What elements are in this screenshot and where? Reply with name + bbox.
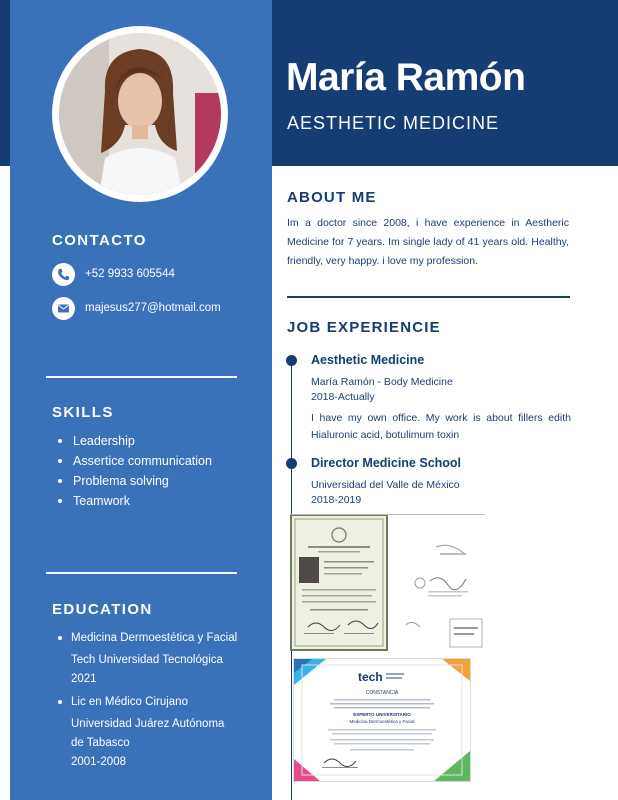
education-degree: Medicina Dermoestética y Facial xyxy=(58,628,237,648)
job-period: 2018-2019 xyxy=(311,494,362,506)
profile-title: AESTHETIC MEDICINE xyxy=(287,113,500,133)
about-text: Im a doctor since 2008, i have experience in Aestheric Medicine for 7 years. Im single lady of 41 years old. Healthy, friendly, very happy. i love my profession. xyxy=(287,217,569,267)
certificate-image-2 xyxy=(293,658,471,782)
education-school-cont: de Tabasco xyxy=(71,737,130,749)
education-heading: EDUCATION xyxy=(52,601,153,618)
sidebar-divider-2 xyxy=(46,572,237,574)
profile-name: María Ramón xyxy=(286,56,526,99)
education-degree: Lic en Médico Cirujano xyxy=(58,692,224,712)
timeline-dot xyxy=(286,355,297,366)
contact-phone[interactable]: +52 9933 605544 xyxy=(85,268,175,280)
profile-photo-illustration xyxy=(59,33,221,195)
certificate-subject: Medicina Dermoestética y Facial xyxy=(349,719,415,724)
skill-item: Teamwork xyxy=(58,491,212,511)
education-item xyxy=(58,628,237,689)
skill-item: Assertice communication xyxy=(58,451,212,471)
job-title: Director Medicine School xyxy=(311,456,462,470)
skills-heading: SKILLS xyxy=(52,404,114,421)
phone-icon xyxy=(52,263,75,286)
education-school: Universidad Juárez Autónoma xyxy=(71,718,225,730)
main-divider xyxy=(287,296,570,298)
job-title: Aesthetic Medicine xyxy=(311,353,425,367)
contact-email[interactable]: majesus277@hotmail.com xyxy=(85,302,221,314)
sidebar-divider-1 xyxy=(46,376,237,378)
email-icon xyxy=(52,297,75,320)
certificate-image-1 xyxy=(290,514,485,650)
certificate-program: EXPERTO UNIVERSITARIO xyxy=(353,712,411,717)
job-description: I have my own office. My work is about fillers edith Hialuronic acid, botulimum toxin xyxy=(311,412,571,441)
job-company: María Ramón - Body Medicine xyxy=(311,376,453,388)
education-years: 2021 xyxy=(71,673,97,685)
skill-item: Problema solving xyxy=(58,471,212,491)
education-item xyxy=(58,692,224,772)
job-period: 2018-Actually xyxy=(311,391,375,403)
certificate-brand: tech xyxy=(358,670,383,684)
experience-heading: JOB EXPERIENCIE xyxy=(287,319,441,336)
education-years: 2001-2008 xyxy=(71,756,126,768)
skill-item: Leadership xyxy=(58,431,212,451)
contact-heading: CONTACTO xyxy=(52,232,147,249)
certificate-heading: CONSTANCIA xyxy=(365,690,399,696)
about-heading: ABOUT ME xyxy=(287,189,377,206)
job-company: Universidad del Valle de México xyxy=(311,479,460,491)
skills-list xyxy=(58,431,212,511)
education-school: Tech Universidad Tecnológica xyxy=(71,654,223,666)
timeline-dot xyxy=(286,458,297,469)
profile-photo xyxy=(59,33,221,195)
